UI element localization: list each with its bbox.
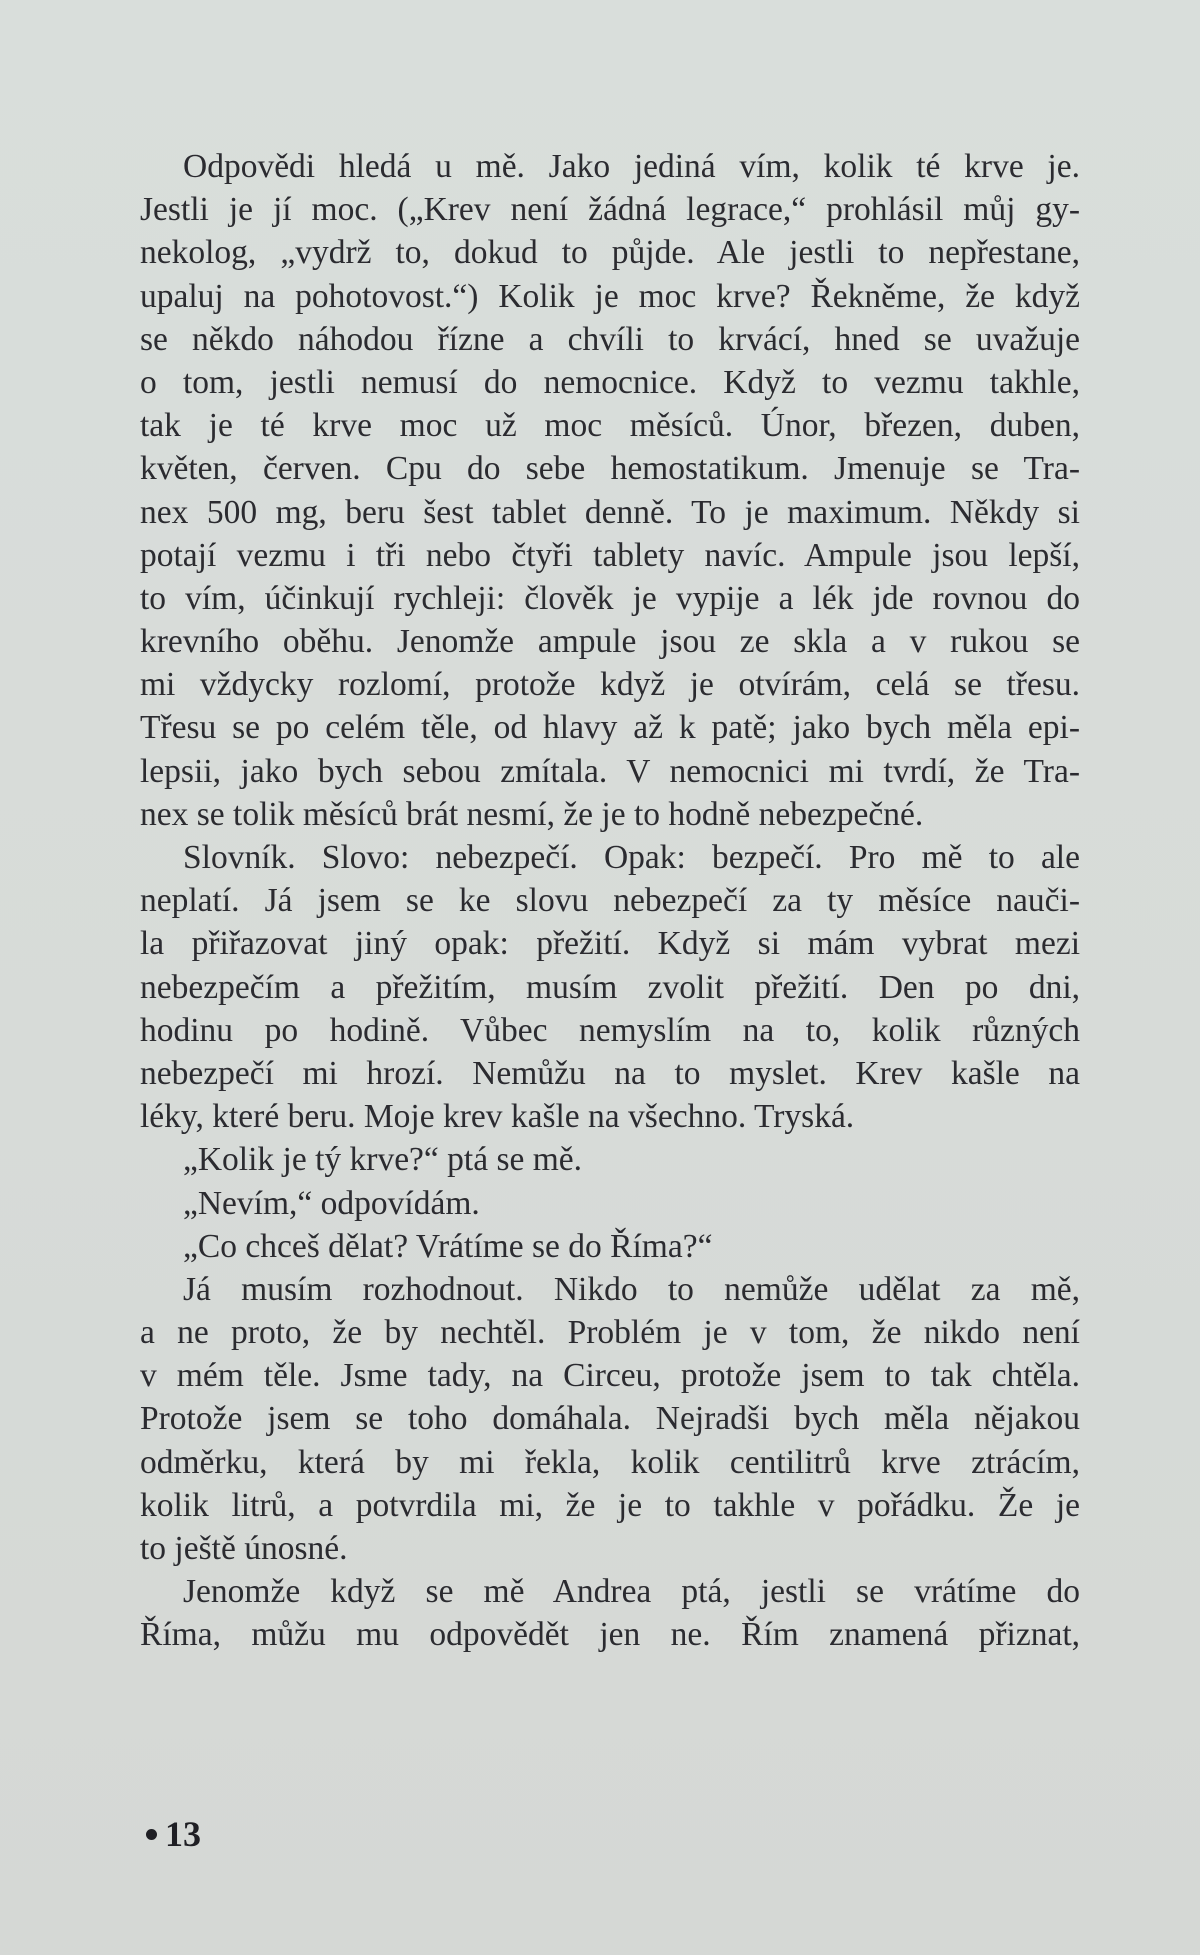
text-line: „Nevím,“ odpovídám. <box>183 1184 480 1222</box>
text-line: nekolog, „vydrž to, dokud to půjde. Ale jestli to nepřestane, <box>140 234 1080 272</box>
text-line: neplatí. Já jsem se ke slovu nebezpečí za ty měsíce nauči- <box>140 882 1080 920</box>
text-line: nex se tolik měsíců brát nesmí, že je to hodně nebezpečné. <box>140 795 924 833</box>
text-line: Já musím rozhodnout. Nikdo to nemůže udělat za mě, <box>183 1270 1080 1308</box>
text-line: Třesu se po celém těle, od hlavy až k patě; jako bych měla epi- <box>140 709 1080 747</box>
text-line: se někdo náhodou řízne a chvíli to krvácí, hned se uvažuje <box>140 320 1080 358</box>
text-line: Odpovědi hledá u mě. Jako jediná vím, kolik té krve je. <box>183 148 1080 185</box>
text-line: léky, které beru. Moje krev kašle na všechno. Tryská. <box>140 1098 855 1136</box>
text-line: nex 500 mg, beru šest tablet denně. To je maximum. Někdy si <box>140 493 1080 531</box>
text-line: Slovník. Slovo: nebezpečí. Opak: bezpečí. Pro mě to ale <box>183 839 1080 876</box>
text-line: o tom, jestli nemusí do nemocnice. Když to vezmu takhle, <box>140 363 1080 401</box>
text-line: odměrku, která by mi řekla, kolik centilitrů krve ztrácím, <box>140 1443 1080 1481</box>
text-line: krevního oběhu. Jenomže ampule jsou ze skla a v rukou se <box>140 623 1080 661</box>
text-line: hodinu po hodině. Vůbec nemyslím na to, kolik různých <box>140 1011 1080 1049</box>
text-line: nebezpečí mi hrozí. Nemůžu na to myslet. Krev kašle na <box>140 1054 1080 1092</box>
text-line: Jenomže když se mě Andrea ptá, jestli se vrátíme do <box>183 1573 1080 1611</box>
text-line: to ještě únosné. <box>140 1530 348 1567</box>
text-line: upaluj na pohotovost.“) Kolik je moc krve? Řekněme, že když <box>140 277 1080 315</box>
text-line: tak je té krve moc už moc měsíců. Únor, březen, duben, <box>140 407 1080 445</box>
text-line: „Co chceš dělat? Vrátíme se do Říma?“ <box>183 1227 713 1265</box>
text-line: „Kolik je tý krve?“ ptá se mě. <box>183 1141 583 1179</box>
text-line: nebezpečím a přežitím, musím zvolit přežití. Den po dni, <box>140 968 1080 1006</box>
text-line: lepsii, jako bych sebou zmítala. V nemocnici mi tvrdí, že Tra- <box>140 752 1080 790</box>
text-line: potají vezmu i tři nebo čtyři tablety navíc. Ampule jsou lepší, <box>140 536 1080 574</box>
text-line: Jestli je jí moc. („Krev není žádná legrace,“ prohlásil můj gy- <box>140 191 1080 229</box>
body-text <box>140 145 1080 1657</box>
text-line: v mém těle. Jsme tady, na Circeu, protože jsem to tak chtěla. <box>140 1357 1080 1395</box>
text-line: Říma, můžu mu odpovědět jen ne. Řím znamená přiznat, <box>140 1616 1080 1654</box>
text-line: to vím, účinkují rychleji: člověk je vypije a lék jde rovnou do <box>140 579 1080 617</box>
text-line: Protože jsem se toho domáhala. Nejradši bych měla nějakou <box>140 1400 1080 1438</box>
text-line: kolik litrů, a potvrdila mi, že je to takhle v pořádku. Že je <box>140 1486 1080 1524</box>
bullet-icon <box>146 1829 157 1840</box>
page-number <box>146 1813 201 1855</box>
text-line: a ne proto, že by nechtěl. Problém je v tom, že nikdo není <box>140 1314 1080 1352</box>
text-line: la přiřazovat jiný opak: přežití. Když si mám vybrat mezi <box>140 925 1080 963</box>
page-number-value: 13 <box>165 1814 201 1854</box>
text-line: mi vždycky rozlomí, protože když je otvírám, celá se třesu. <box>140 666 1080 704</box>
text-line: květen, červen. Cpu do sebe hemostatikum. Jmenuje se Tra- <box>140 450 1080 488</box>
